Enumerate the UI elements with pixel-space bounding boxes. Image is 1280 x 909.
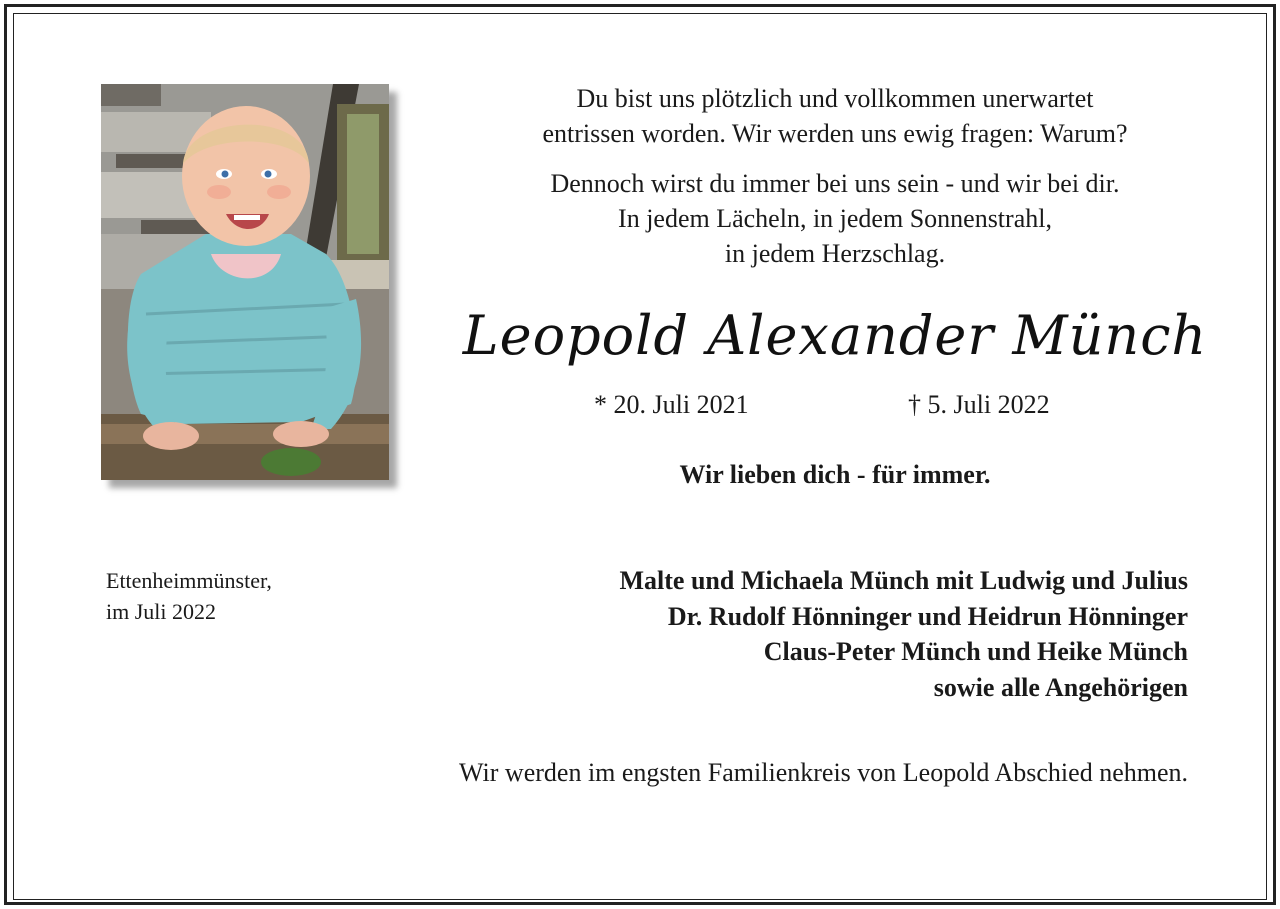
- verse-bottom-line: in jedem Herzschlag.: [724, 239, 946, 268]
- family-line: Malte und Michaela Münch mit Ludwig und Julius: [619, 566, 1188, 595]
- family-signatures: [620, 563, 1189, 705]
- death-date: † 5. Juli 2022: [908, 390, 1050, 419]
- date-line: im Juli 2022: [106, 599, 217, 624]
- verse-top-line: entrissen worden. Wir werden uns ewig fragen: Warum?: [542, 119, 1128, 148]
- closing-note: Wir werden im engsten Familienkreis von Leopold Abschied nehmen.: [459, 758, 1188, 787]
- place-line: Ettenheimmünster,: [106, 568, 272, 593]
- birth-date: * 20. Juli 2021: [594, 390, 749, 419]
- deceased-name: Leopold Alexander Münch: [462, 304, 1208, 367]
- family-line: Claus-Peter Münch und Heike Münch: [763, 637, 1188, 666]
- family-line: sowie alle Angehörigen: [933, 672, 1188, 702]
- place-date: [106, 565, 272, 627]
- motto: Wir lieben dich - für immer.: [679, 460, 991, 489]
- verse-top-line: Du bist uns plötzlich und vollkommen unerwartet: [576, 84, 1094, 113]
- verse-bottom-line: In jedem Lächeln, in jedem Sonnenstrahl,: [618, 204, 1052, 233]
- verse-bottom-line: Dennoch wirst du immer bei uns sein - und wir bei dir.: [550, 169, 1120, 198]
- verse-bottom: [440, 166, 1230, 271]
- portrait-photo: [101, 84, 389, 480]
- family-line: Dr. Rudolf Hönninger und Heidrun Hönninger: [667, 601, 1188, 631]
- verse-top: [440, 81, 1230, 151]
